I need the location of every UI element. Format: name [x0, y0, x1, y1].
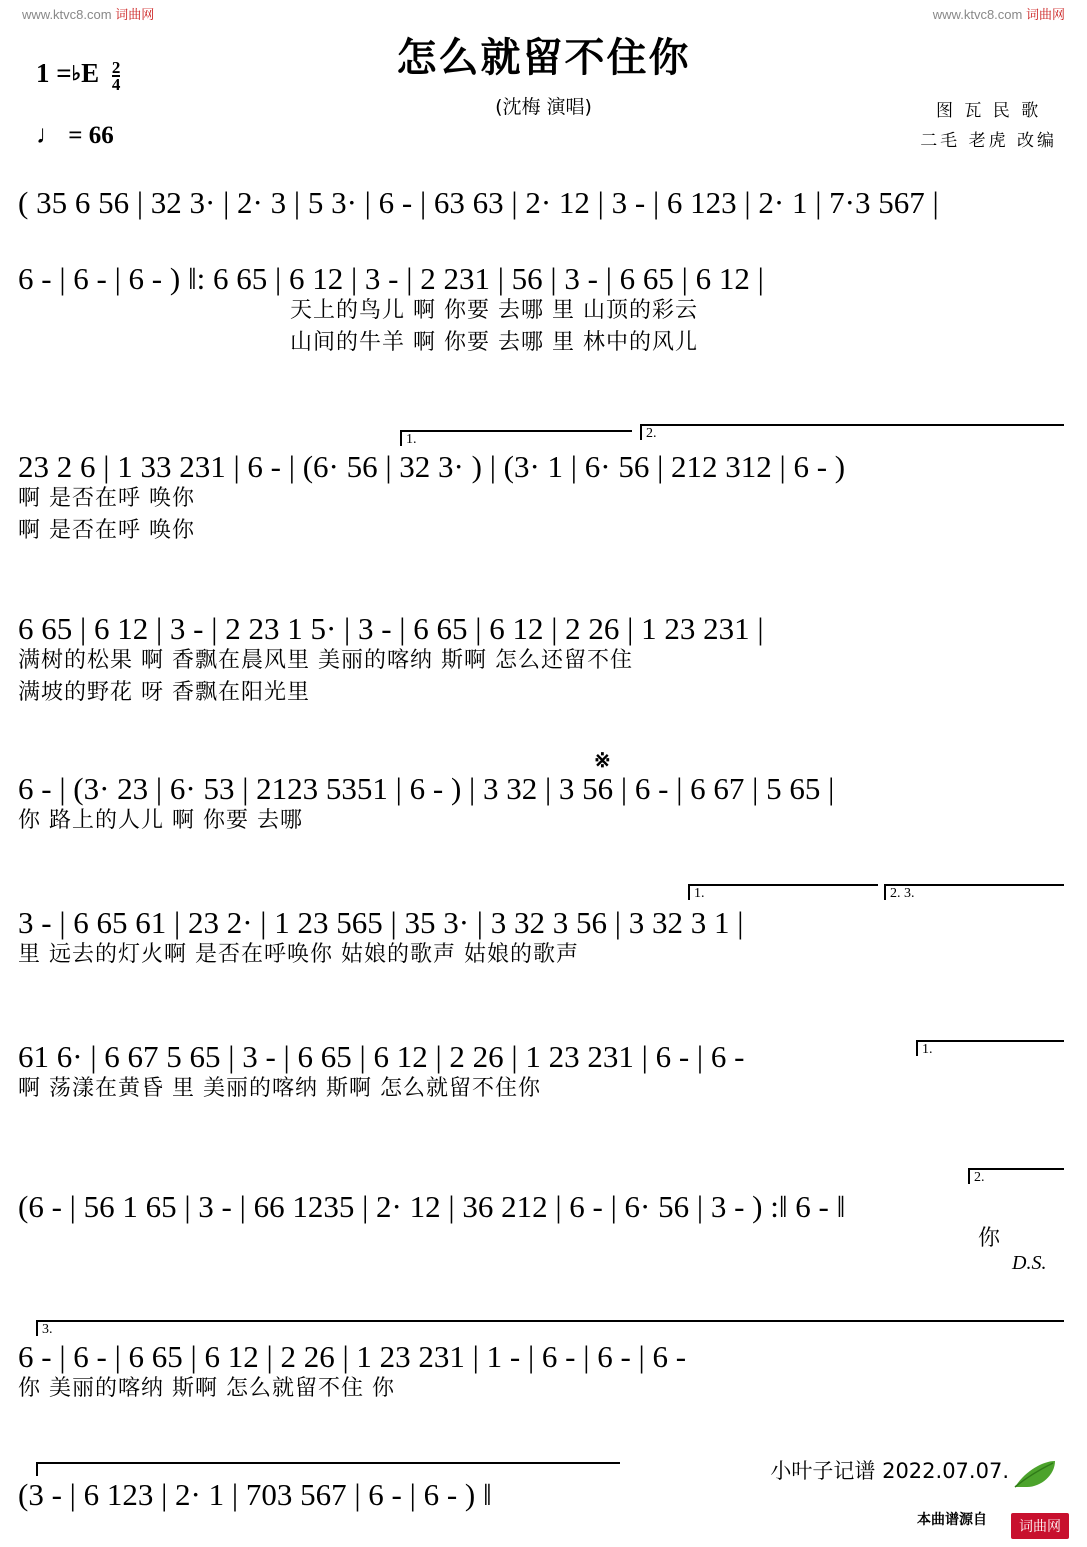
notation-line: 23 2 6 | 1 33 231 | 6 - | (6· 56 | 32 3· ) | (3· 1 | 6· 56 | 212 312 | 6 - ): [18, 449, 846, 484]
ending-bracket-3: 3.: [36, 1320, 1064, 1336]
key-label: 1 =: [36, 58, 72, 88]
lyric-line-1: 里 远去的灯火啊 是否在呼唤你 姑娘的歌声 姑娘的歌声: [18, 942, 579, 967]
credit-origin: 图 瓦 民 歌: [935, 101, 1042, 121]
notation-line: 6 - | 6 - | 6 65 | 6 12 | 2 26 | 1 23 231 | 1 - | 6 - | 6 - | 6 -: [18, 1339, 687, 1374]
watermark-right-cn: 词曲网: [1025, 7, 1065, 22]
key-letter: E: [81, 58, 100, 88]
music-system-3: [18, 450, 1073, 546]
music-system-8: [18, 1190, 1073, 1254]
segno-icon: ※: [594, 750, 611, 772]
watermark-left-cn: 词曲网: [115, 7, 155, 22]
meter-numerator: 2: [111, 57, 121, 77]
final-bracket: [36, 1462, 620, 1476]
watermark-left: [22, 4, 154, 23]
site-logo: 词曲网: [1011, 1513, 1069, 1539]
tempo-value: = 66: [68, 122, 114, 149]
lyric-line-1: 你 美丽的喀纳 斯啊 怎么就留不住 你: [18, 1376, 395, 1401]
lyric-line-2: 山间的牛羊 啊 你要 去哪 里 林中的风儿: [290, 330, 698, 355]
quarter-note-icon: ♩: [36, 120, 62, 149]
source-label: 本曲谱源自: [917, 1512, 987, 1528]
lyric-line-1: 啊 是否在呼 唤你: [18, 486, 195, 511]
key-signature: [36, 58, 120, 92]
performer-subtitle: (沈梅 演唱): [495, 96, 592, 118]
ending-bracket-1: 1.: [400, 430, 632, 446]
watermark-right: [933, 4, 1065, 23]
music-system-9: [18, 1340, 1073, 1404]
tempo-marking: [36, 120, 114, 150]
watermark-right-url: www.ktvc8.com: [932, 7, 1023, 22]
notation-line: 6 65 | 6 12 | 3 - | 2 23 1 5· | 3 - | 6 65 | 6 12 | 2 26 | 1 23 231 |: [18, 611, 764, 646]
notation-line: ( 35 6 56 | 32 3· | 2· 3 | 5 3· | 6 - | 63 63 | 2· 12 | 3 - | 6 123 | 2· 1 | 7·3 567 |: [18, 185, 939, 220]
lyric-line-1: 啊 荡漾在黄昏 里 美丽的喀纳 斯啊 怎么就留不住你: [18, 1076, 541, 1101]
music-system-5: [18, 772, 1073, 836]
ds-marking: D.S.: [1012, 1252, 1047, 1274]
notation-line: (3 - | 6 123 | 2· 1 | 703 567 | 6 - | 6 - ) ‖: [18, 1477, 492, 1512]
leaf-icon: [1013, 1459, 1057, 1489]
credit-arranger: 二毛 老虎 改编: [920, 131, 1057, 151]
scribe-credit: 小叶子记谱 2022.07.07.: [770, 1459, 1009, 1483]
notation-line: 3 - | 6 65 61 | 23 2· | 1 23 565 | 35 3· | 3 32 3 56 | 3 32 3 1 |: [18, 905, 744, 940]
music-system-7: [18, 1040, 1073, 1104]
notation-line: 6 - | (3· 23 | 6· 53 | 2123 5351 | 6 - ) | 3 32 | 3 56 | 6 - | 6 67 | 5 65 |: [18, 771, 835, 806]
ending-bracket-1: 1.: [916, 1040, 1064, 1056]
lyric-line-2: 啊 是否在呼 唤你: [18, 518, 195, 543]
lyric-line-1: 满树的松果 啊 香飘在晨风里 美丽的喀纳 斯啊 怎么还留不住: [18, 648, 633, 673]
meter-denominator: 4: [111, 74, 121, 94]
flat-icon: ♭: [71, 63, 82, 85]
watermark-left-url: www.ktvc8.com: [22, 7, 112, 22]
lyric-line-1: 你: [978, 1226, 1002, 1251]
page-title: 怎么就留不住你: [396, 35, 691, 81]
music-system-2: [18, 262, 1073, 358]
notation-line: 6 - | 6 - | 6 - ) ‖: 6 65 | 6 12 | 3 - | 2 231 | 56 | 3 - | 6 65 | 6 12 |: [18, 261, 764, 296]
ending-bracket-2: 2.: [640, 424, 1064, 440]
lyric-line-1: 你 路上的人儿 啊 你要 去哪: [18, 808, 303, 833]
music-system-4: [18, 612, 1073, 708]
music-system-1: [18, 186, 1073, 220]
ending-bracket-1: 1.: [688, 884, 878, 900]
notation-line: 61 6· | 6 67 5 65 | 3 - | 6 65 | 6 12 | 2 26 | 1 23 231 | 6 - | 6 -: [18, 1039, 745, 1074]
ending-bracket-2: 2.: [968, 1168, 1064, 1184]
time-signature: [111, 57, 121, 94]
lyric-line-2: 满坡的野花 呀 香飘在阳光里: [18, 680, 310, 705]
music-system-6: [18, 906, 1073, 970]
ending-bracket-2: 2. 3.: [884, 884, 1064, 900]
lyric-line-1: 天上的鸟儿 啊 你要 去哪 里 山顶的彩云: [290, 298, 698, 323]
credits: [920, 96, 1057, 156]
notation-line: (6 - | 56 1 65 | 3 - | 66 1235 | 2· 12 | 36 212 | 6 - | 6· 56 | 3 - ) :‖ 6 - ‖: [18, 1189, 846, 1224]
